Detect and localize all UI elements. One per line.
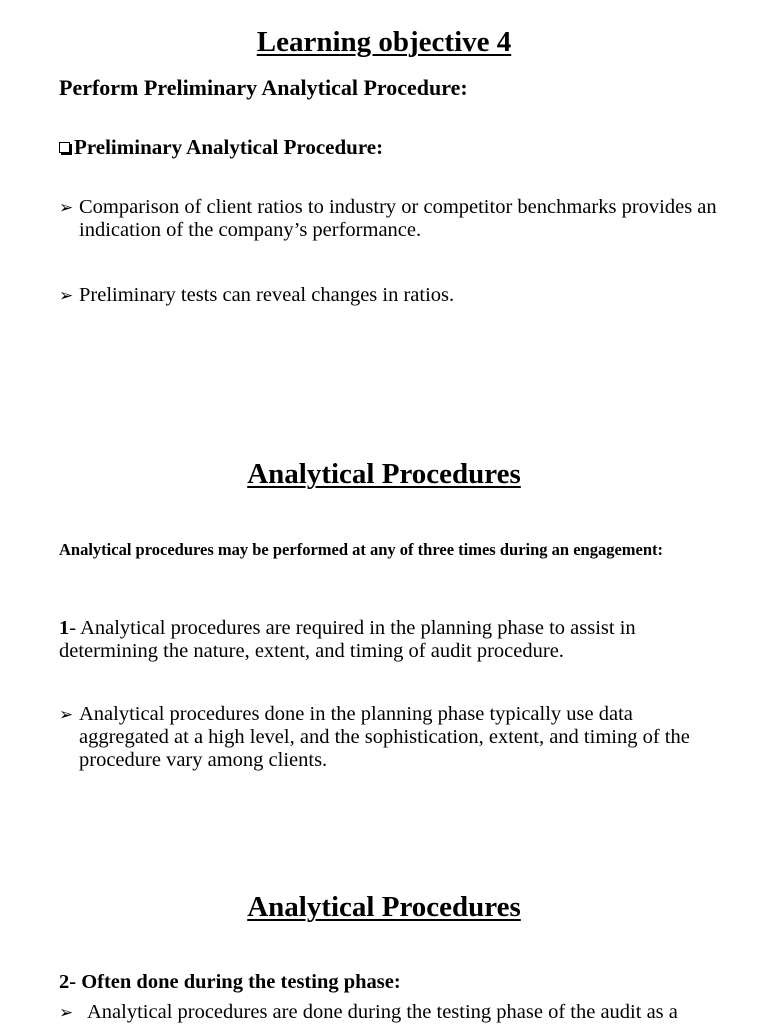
- bullet-item: [59, 196, 719, 242]
- arrow-bullet-icon: ➢: [59, 286, 74, 305]
- section-title: Analytical Procedures: [247, 891, 521, 923]
- bullet-text: Comparison of client ratios to industry or competitor benchmarks provides an indication of the company’s performance.: [79, 196, 717, 241]
- item-text: - Analytical procedures are required in the planning phase to assist in determining the nature, extent, and timing of audit procedure.: [59, 617, 636, 662]
- bullet-text: Analytical procedures are done during the testing phase of the audit as a: [87, 1001, 678, 1023]
- checkbox-bullet-icon: [59, 142, 70, 153]
- sub-heading: [59, 134, 383, 160]
- arrow-bullet-icon: ➢: [59, 198, 74, 217]
- arrow-bullet-icon: ➢: [59, 1003, 74, 1022]
- bullet-item: [59, 703, 719, 772]
- item-text: - Often done during the testing phase:: [69, 971, 401, 993]
- page-title: Learning objective 4: [256, 26, 512, 58]
- sub-heading-label: Preliminary Analytical Procedure:: [74, 135, 384, 159]
- intro-paragraph: Analytical procedures may be performed at any of three times during an engagement:: [59, 540, 664, 559]
- numbered-item: [59, 617, 719, 663]
- item-number: 2: [59, 971, 70, 993]
- section-title: Analytical Procedures: [247, 458, 521, 490]
- bullet-text: Analytical procedures done in the planning phase typically use data aggregated at a high level, and the sophistication, extent, and timing of the procedure vary among clients.: [79, 703, 690, 771]
- item-number: 1: [59, 617, 70, 639]
- numbered-item: [59, 971, 401, 994]
- bullet-item: [59, 1001, 739, 1024]
- bullet-text: Preliminary tests can reveal changes in ratios.: [79, 284, 455, 306]
- arrow-bullet-icon: ➢: [59, 705, 74, 724]
- bullet-item: [59, 284, 719, 307]
- section-subtitle: Perform Preliminary Analytical Procedure:: [59, 75, 468, 100]
